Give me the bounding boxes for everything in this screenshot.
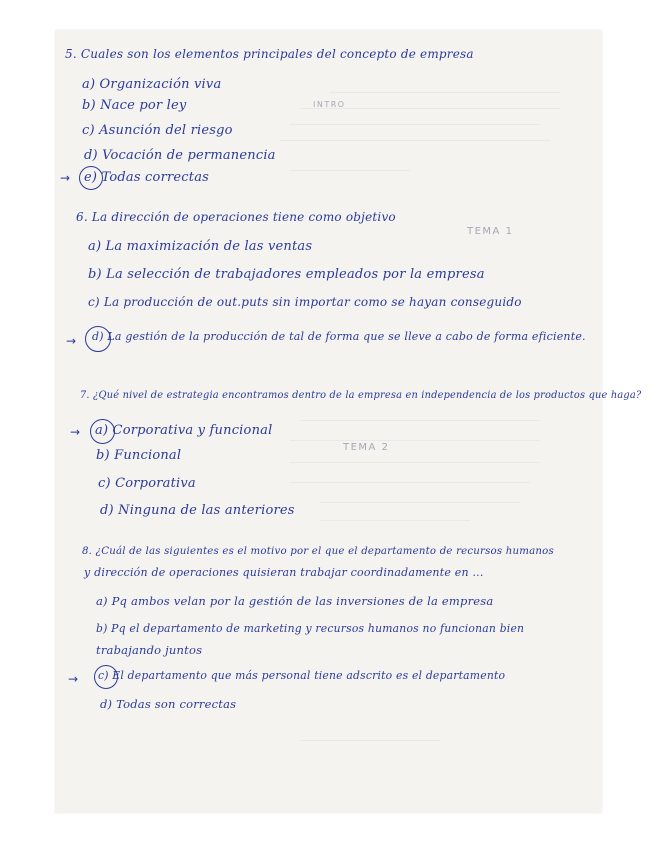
- answer-arrow-icon: →: [70, 425, 81, 439]
- question-8-option-a: a) Pq ambos velan por la gestión de las inversiones de la empresa: [96, 594, 494, 608]
- question-6-option-c: c) La producción de out.puts sin importar como se hayan conseguido: [88, 295, 522, 309]
- question-8-option-b-continued: trabajando juntos: [96, 643, 203, 657]
- question-7-option-c: c) Corporativa: [98, 476, 196, 491]
- question-8-option-b: b) Pq el departamento de marketing y recursos humanos no funcionan bien: [96, 622, 525, 635]
- question-6-option-a: a) La maximización de las ventas: [88, 239, 313, 254]
- question-7-option-a: a) Corporativa y funcional: [95, 423, 273, 438]
- question-5-option-e: e) Todas correctas: [84, 170, 210, 185]
- question-5-option-c: c) Asunción del riesgo: [82, 123, 233, 138]
- question-8-option-c: c) El departamento que más personal tiene adscrito es el departamento: [98, 669, 506, 682]
- question-7-option-d: d) Ninguna de las anteriores: [100, 503, 295, 518]
- question-5-option-d: d) Vocación de permanencia: [84, 148, 276, 163]
- question-7-text: 7. ¿Qué nivel de estrategia encontramos dentro de la empresa en independencia de los productos que haga?: [80, 390, 642, 401]
- answer-arrow-icon: →: [66, 334, 77, 348]
- question-8-option-d: d) Todas son correctas: [100, 697, 237, 711]
- question-5-option-a: a) Organización viva: [82, 77, 222, 92]
- question-6-option-b: b) La selección de trabajadores empleados por la empresa: [88, 267, 485, 282]
- question-5-text: 5. Cuales son los elementos principales del concepto de empresa: [65, 47, 474, 61]
- question-8-text-line-1: 8. ¿Cuál de las siguientes es el motivo por el que el departamento de recursos humanos: [82, 546, 554, 557]
- question-6-option-d: d) La gestión de la producción de tal de forma que se lleve a cabo de forma eficiente.: [92, 330, 586, 343]
- question-8-text-line-2: y dirección de operaciones quisieran trabajar coordinadamente en ...: [84, 566, 484, 579]
- question-6-text: 6. La dirección de operaciones tiene como objetivo: [76, 210, 396, 224]
- answer-arrow-icon: →: [60, 171, 71, 185]
- question-5-option-b: b) Nace por ley: [82, 98, 187, 113]
- question-7-option-b: b) Funcional: [96, 448, 182, 463]
- bleed-tema1-label: TEMA 1: [467, 226, 514, 237]
- bleed-tema2-label: TEMA 2: [343, 442, 390, 453]
- answer-arrow-icon: →: [68, 672, 79, 686]
- bleed-intro-label: INTRO: [313, 100, 346, 109]
